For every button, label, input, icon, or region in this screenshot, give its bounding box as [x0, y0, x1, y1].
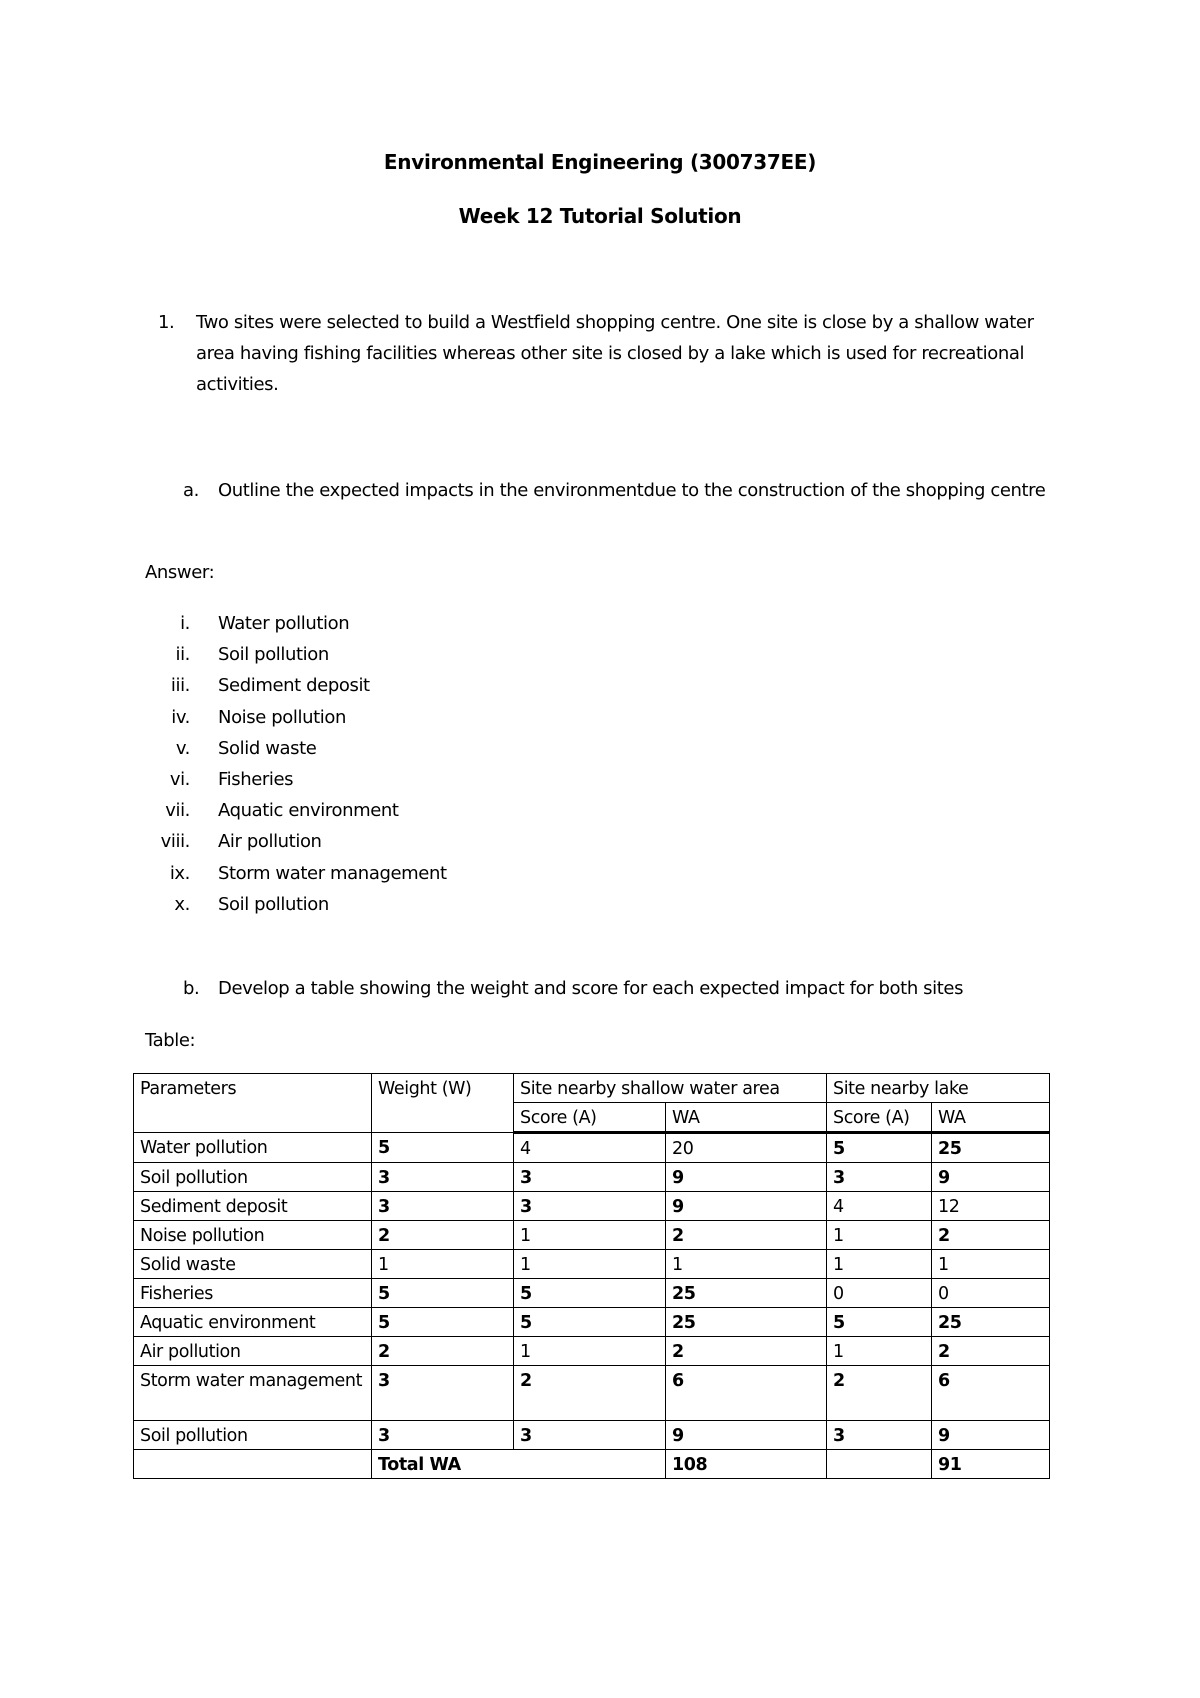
list-item-label: Aquatic environment — [218, 800, 399, 822]
list-item-number: i. — [180, 613, 190, 634]
cell-parameter: Aquatic environment — [134, 1308, 372, 1337]
cell-wa-site1: 25 — [666, 1279, 827, 1308]
cell-wa-site1: 2 — [666, 1221, 827, 1250]
table-row — [134, 1421, 1050, 1450]
cell-weight: 2 — [372, 1337, 514, 1366]
table-total-row — [134, 1450, 1050, 1479]
cell-wa-site2: 1 — [932, 1250, 1050, 1279]
cell-wa-site1: 2 — [666, 1337, 827, 1366]
header-score-site2: Score (A) — [827, 1103, 932, 1133]
cell-weight: 5 — [372, 1279, 514, 1308]
total-label: Total WA — [372, 1450, 666, 1479]
cell-wa-site2: 2 — [932, 1337, 1050, 1366]
cell-score-site2: 4 — [827, 1192, 932, 1221]
answer-label: Answer: — [145, 562, 215, 583]
cell-score-site1: 1 — [514, 1337, 666, 1366]
cell-score-site1: 5 — [514, 1279, 666, 1308]
cell-empty — [134, 1450, 372, 1479]
cell-wa-site1: 20 — [666, 1133, 827, 1163]
document-title: Environmental Engineering (300737EE) — [383, 150, 817, 174]
cell-weight: 5 — [372, 1308, 514, 1337]
table-label: Table: — [145, 1030, 196, 1051]
list-item-number: vi. — [169, 768, 190, 790]
header-wa-site1: WA — [666, 1103, 827, 1133]
part-a-text: Outline the expected impacts in the environmentdue to the construction of the shopping centre — [218, 480, 1046, 501]
table-row — [134, 1163, 1050, 1192]
table-row — [134, 1221, 1050, 1250]
cell-wa-site1: 9 — [666, 1192, 827, 1221]
list-item-label: Water pollution — [218, 613, 350, 634]
cell-parameter: Fisheries — [134, 1279, 372, 1308]
cell-score-site1: 4 — [514, 1133, 666, 1163]
cell-weight: 3 — [372, 1163, 514, 1192]
list-item-number: iii. — [170, 675, 190, 697]
cell-parameter: Soil pollution — [134, 1421, 372, 1450]
cell-wa-site2: 25 — [932, 1133, 1050, 1163]
header-parameters: Parameters — [134, 1074, 372, 1133]
cell-score-site1: 3 — [514, 1163, 666, 1192]
table-row — [134, 1279, 1050, 1308]
cell-parameter: Sediment deposit — [134, 1192, 372, 1221]
cell-parameter: Water pollution — [134, 1133, 372, 1163]
cell-parameter: Soil pollution — [134, 1163, 372, 1192]
cell-parameter: Storm water management — [134, 1366, 372, 1421]
impact-table — [133, 1073, 1050, 1479]
list-item-number: v. — [175, 737, 190, 759]
header-wa-site2: WA — [932, 1103, 1050, 1133]
cell-wa-site2: 6 — [932, 1366, 1050, 1421]
cell-score-site2: 5 — [827, 1133, 932, 1163]
list-item-label: Air pollution — [218, 831, 322, 853]
cell-weight: 2 — [372, 1221, 514, 1250]
list-item-number: iv. — [171, 706, 190, 728]
header-weight: Weight (W) — [372, 1074, 514, 1133]
table-row — [134, 1308, 1050, 1337]
cell-score-site2: 3 — [827, 1163, 932, 1192]
cell-parameter: Noise pollution — [134, 1221, 372, 1250]
list-item-label: Storm water management — [218, 862, 447, 884]
cell-wa-site1: 9 — [666, 1421, 827, 1450]
header-site2: Site nearby lake — [827, 1074, 1050, 1103]
table-row — [134, 1250, 1050, 1279]
cell-wa-site2: 25 — [932, 1308, 1050, 1337]
part-b-text: Develop a table showing the weight and score for each expected impact for both sites — [218, 978, 964, 999]
cell-wa-site2: 9 — [932, 1421, 1050, 1450]
list-item-number: ix. — [169, 862, 190, 884]
list-item-label: Fisheries — [218, 768, 294, 790]
list-item-number: vii. — [165, 800, 190, 822]
cell-wa-site2: 9 — [932, 1163, 1050, 1192]
cell-wa-site2: 2 — [932, 1221, 1050, 1250]
header-score-site1: Score (A) — [514, 1103, 666, 1133]
cell-wa-site2: 0 — [932, 1279, 1050, 1308]
cell-parameter: Solid waste — [134, 1250, 372, 1279]
table-row — [134, 1192, 1050, 1221]
table-header-row — [134, 1074, 1050, 1103]
list-item-label: Soil pollution — [218, 893, 329, 915]
total-wa-site2: 91 — [932, 1450, 1050, 1479]
cell-score-site2: 1 — [827, 1337, 932, 1366]
cell-score-site2: 0 — [827, 1279, 932, 1308]
cell-score-site1: 1 — [514, 1221, 666, 1250]
question-number: 1. — [158, 312, 175, 333]
cell-weight: 3 — [372, 1421, 514, 1450]
cell-score-site2: 1 — [827, 1221, 932, 1250]
cell-wa-site2: 12 — [932, 1192, 1050, 1221]
list-item-label: Sediment deposit — [218, 675, 370, 697]
cell-score-site2: 5 — [827, 1308, 932, 1337]
cell-score-site1: 2 — [514, 1366, 666, 1421]
cell-weight: 3 — [372, 1192, 514, 1221]
cell-score-site2: 1 — [827, 1250, 932, 1279]
list-item-label: Soil pollution — [218, 644, 329, 666]
list-item-label: Solid waste — [218, 737, 317, 759]
table-row — [134, 1366, 1050, 1421]
list-item-number: ii. — [175, 644, 190, 666]
part-a-label: a. — [183, 480, 199, 501]
question-text: Two sites were selected to build a Westfield shopping centre. One site is close by a shallow water area having fishing facilities whereas other site is closed by a lake which is used for recreational activities. — [196, 312, 1034, 395]
cell-empty — [827, 1450, 932, 1479]
part-b-label: b. — [183, 978, 200, 999]
table-row — [134, 1133, 1050, 1163]
cell-wa-site1: 1 — [666, 1250, 827, 1279]
cell-weight: 3 — [372, 1366, 514, 1421]
list-item-label: Noise pollution — [218, 706, 346, 728]
cell-score-site1: 5 — [514, 1308, 666, 1337]
list-item-number: viii. — [160, 831, 190, 853]
cell-weight: 1 — [372, 1250, 514, 1279]
table-row — [134, 1337, 1050, 1366]
cell-score-site1: 3 — [514, 1192, 666, 1221]
document-subtitle: Week 12 Tutorial Solution — [458, 204, 742, 228]
cell-wa-site1: 9 — [666, 1163, 827, 1192]
total-wa-site1: 108 — [666, 1450, 827, 1479]
list-item-number: x. — [174, 893, 190, 915]
cell-wa-site1: 25 — [666, 1308, 827, 1337]
cell-wa-site1: 6 — [666, 1366, 827, 1421]
cell-score-site2: 3 — [827, 1421, 932, 1450]
cell-parameter: Air pollution — [134, 1337, 372, 1366]
cell-score-site1: 1 — [514, 1250, 666, 1279]
header-site1: Site nearby shallow water area — [514, 1074, 827, 1103]
cell-score-site2: 2 — [827, 1366, 932, 1421]
cell-weight: 5 — [372, 1133, 514, 1163]
cell-score-site1: 3 — [514, 1421, 666, 1450]
